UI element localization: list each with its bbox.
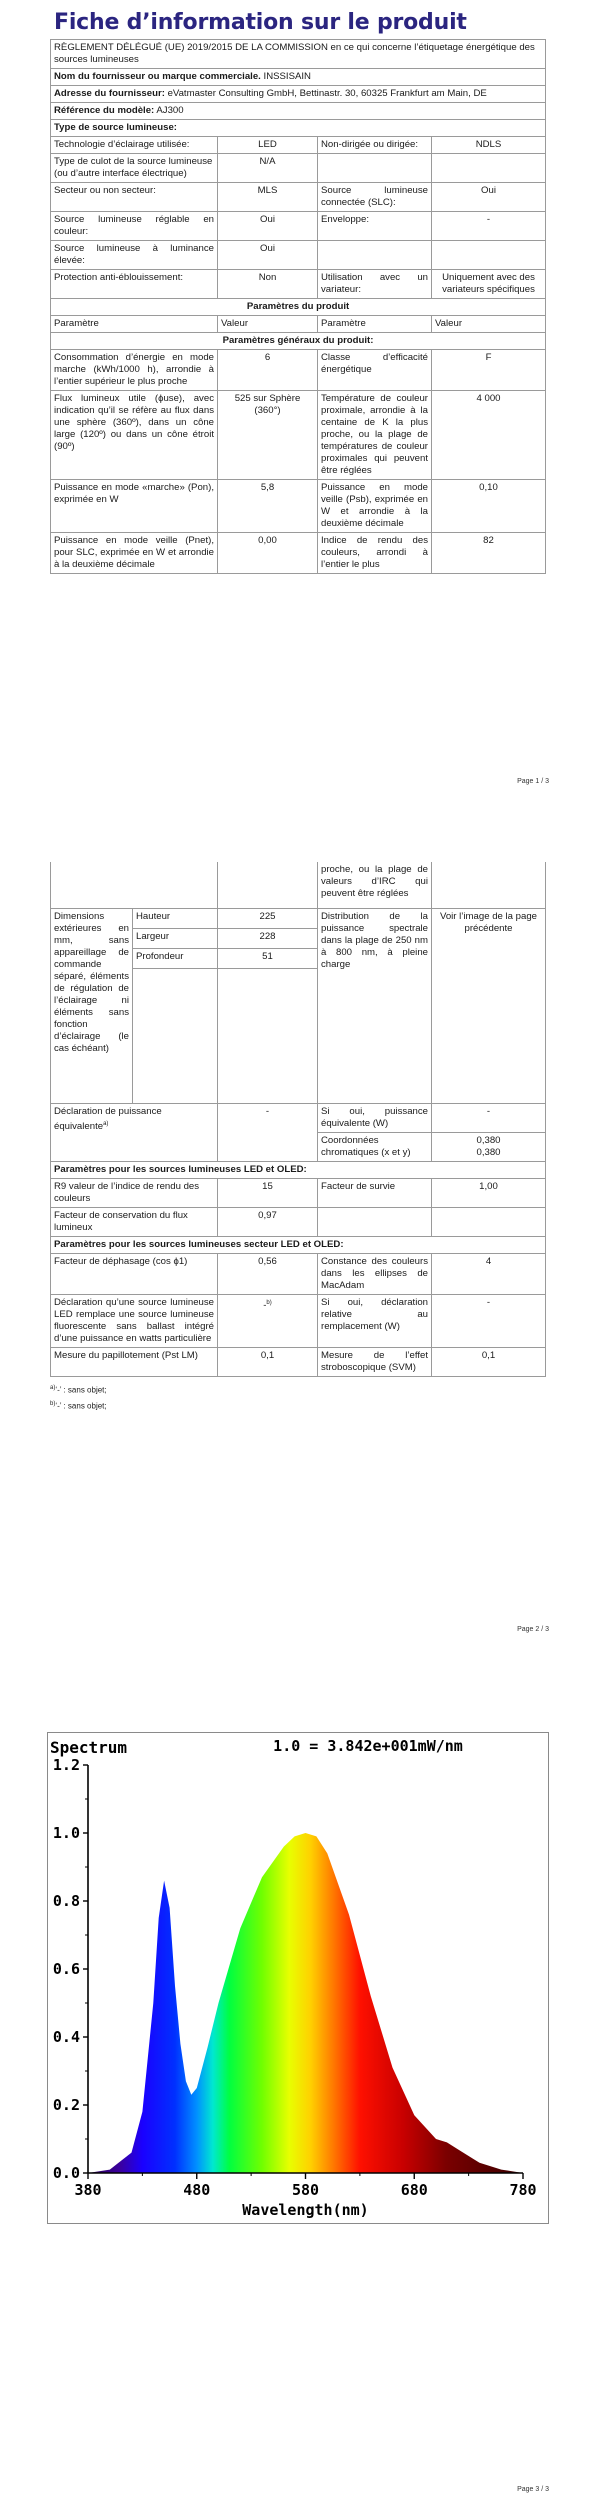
r9-label: R9 valeur de l’indice de rendu des couleurs bbox=[51, 1178, 218, 1207]
x-tick-label: 780 bbox=[509, 2181, 537, 2199]
light-source-type-heading: Type de source lumineuse: bbox=[51, 120, 546, 137]
y-tick-label: 0.4 bbox=[52, 2028, 80, 2046]
page-number-1: Page 1 / 3 bbox=[517, 778, 549, 785]
type-row bbox=[51, 154, 546, 183]
footnote-ref-a: a) bbox=[103, 1120, 109, 1127]
flicker-label: Mesure du papillotement (Pst LM) bbox=[51, 1347, 218, 1376]
type-param-label: Protection anti-éblouissement: bbox=[51, 270, 218, 299]
x-tick-label: 680 bbox=[400, 2181, 428, 2199]
flicker-value: 0,1 bbox=[218, 1347, 318, 1376]
y-tick-label: 1.2 bbox=[52, 1756, 80, 1774]
mains-led-oled-params-heading: Paramètres pour les sources lumineuses secteur LED et OLED: bbox=[51, 1236, 546, 1253]
page-3 bbox=[0, 1680, 591, 2510]
type-param-label: Secteur ou non secteur: bbox=[51, 183, 218, 212]
footnote-a bbox=[50, 1381, 545, 1398]
supplier-address-row bbox=[51, 86, 546, 103]
chromaticity-x: 0,380 bbox=[476, 1134, 501, 1146]
general-param-label-2: Puissance en mode veille (Psb), exprimée en W et arrondie à la deuxième décimale bbox=[318, 480, 432, 533]
type-row bbox=[51, 270, 546, 299]
empty-cell bbox=[218, 968, 318, 1103]
x-tick-label: 480 bbox=[183, 2181, 211, 2199]
general-param-label-2: Température de couleur proximale, arrondie à la centaine de K la plus proche, ou la plage de températures de couleur proximales qui peuvent être réglées bbox=[318, 391, 432, 480]
replacement-declaration-value bbox=[218, 1294, 318, 1347]
empty-cell bbox=[432, 862, 546, 908]
footnote-b bbox=[50, 1397, 545, 1414]
chromaticity-label: Coordonnées chromatiques (x et y) bbox=[318, 1132, 432, 1161]
y-tick-label: 1.0 bbox=[52, 1824, 80, 1842]
footnote-a-text: ‘-’ : sans objet; bbox=[55, 1385, 107, 1395]
general-param-label: Puissance en mode veille (Pnet), pour SLC, exprimée en W et arrondie à la deuxième décimale bbox=[51, 533, 218, 574]
type-param-label-2 bbox=[318, 154, 432, 183]
supplier-name-row bbox=[51, 69, 546, 86]
type-param-value-2: - bbox=[432, 212, 546, 241]
page-number-2: Page 2 / 3 bbox=[517, 1626, 549, 1633]
general-param-value: 6 bbox=[218, 350, 318, 391]
page-title: Fiche d’information sur le produit bbox=[54, 10, 467, 35]
general-param-row bbox=[51, 480, 546, 533]
lumen-maintenance-value: 0,97 bbox=[218, 1207, 318, 1236]
type-param-value-2 bbox=[432, 154, 546, 183]
empty-cell bbox=[51, 862, 218, 908]
y-tick-label: 0.6 bbox=[52, 1960, 80, 1978]
general-param-value-2: 4 000 bbox=[432, 391, 546, 480]
r9-value: 15 bbox=[218, 1178, 318, 1207]
header-param-1: Paramètre bbox=[51, 316, 218, 333]
model-label: Référence du modèle: bbox=[54, 105, 155, 116]
general-param-row bbox=[51, 350, 546, 391]
irc-label-continued: proche, ou la plage de valeurs d’IRC qui peuvent être réglées bbox=[318, 862, 432, 908]
page-2 bbox=[0, 800, 591, 1680]
page-number-3: Page 3 / 3 bbox=[517, 2486, 549, 2493]
spectral-distribution-value: Voir l’image de la page précédente bbox=[432, 908, 546, 1103]
general-param-value-2: 0,10 bbox=[432, 480, 546, 533]
footnotes bbox=[50, 1381, 545, 1414]
spectrum-chart bbox=[47, 1732, 549, 2224]
chart-title: Spectrum bbox=[50, 1738, 128, 1757]
type-param-value-2: NDLS bbox=[432, 137, 546, 154]
page-1 bbox=[0, 0, 591, 800]
width-label: Largeur bbox=[133, 928, 218, 948]
dimensions-label: Dimensions extérieures en mm, sans appareillage de commande séparé, éléments de régulation de l’éclairage ni éléments sans fonction d’éclairage (le cas échéant) bbox=[51, 908, 133, 1103]
general-rows bbox=[51, 350, 546, 574]
empty-cell bbox=[218, 862, 318, 908]
replacement-declaration-text: - bbox=[263, 1299, 267, 1311]
led-oled-params-heading: Paramètres pour les sources lumineuses LED et OLED: bbox=[51, 1161, 546, 1178]
general-param-value: 525 sur Sphère (360°) bbox=[218, 391, 318, 480]
width-value: 228 bbox=[218, 928, 318, 948]
general-param-value-2: 82 bbox=[432, 533, 546, 574]
type-param-label-2: Source lumineuse connectée (SLC): bbox=[318, 183, 432, 212]
type-rows bbox=[51, 137, 546, 299]
product-params-heading: Paramètres du produit bbox=[51, 299, 546, 316]
y-tick-label: 0.8 bbox=[52, 1892, 80, 1910]
general-param-value: 0,00 bbox=[218, 533, 318, 574]
footnote-b-mark: b) bbox=[50, 1401, 56, 1408]
type-param-value: MLS bbox=[218, 183, 318, 212]
general-param-label-2: Indice de rendu des couleurs, arrondi à l’entier le plus bbox=[318, 533, 432, 574]
header-value-1: Valeur bbox=[218, 316, 318, 333]
type-param-value-2 bbox=[432, 241, 546, 270]
equivalent-power-declaration-label bbox=[51, 1103, 218, 1161]
general-param-value: 5,8 bbox=[218, 480, 318, 533]
general-param-value-2: F bbox=[432, 350, 546, 391]
type-param-value: Oui bbox=[218, 212, 318, 241]
product-info-table-continued bbox=[50, 862, 546, 1377]
product-info-table bbox=[50, 39, 546, 574]
type-param-label-2: Enveloppe: bbox=[318, 212, 432, 241]
depth-label: Profondeur bbox=[133, 948, 218, 968]
depth-value: 51 bbox=[218, 948, 318, 968]
stroboscopic-value: 0,1 bbox=[432, 1347, 546, 1376]
product-info-sheet-continued bbox=[50, 862, 545, 1414]
supplier-address-label: Adresse du fournisseur: bbox=[54, 88, 165, 99]
type-param-value: N/A bbox=[218, 154, 318, 183]
equivalent-power-value: - bbox=[432, 1103, 546, 1132]
type-param-value-2: Uniquement avec des variateurs spécifiques bbox=[432, 270, 546, 299]
type-row bbox=[51, 212, 546, 241]
type-row bbox=[51, 183, 546, 212]
model-value: AJ300 bbox=[156, 105, 184, 116]
type-param-label-2: Utilisation avec un variateur: bbox=[318, 270, 432, 299]
type-param-label: Type de culot de la source lumineuse (ou d’autre interface électrique) bbox=[51, 154, 218, 183]
survival-factor-label: Facteur de survie bbox=[318, 1178, 432, 1207]
type-param-value: Non bbox=[218, 270, 318, 299]
type-param-label: Technologie d’éclairage utilisée: bbox=[51, 137, 218, 154]
macadam-label: Constance des couleurs dans les ellipses de MacAdam bbox=[318, 1253, 432, 1294]
model-row bbox=[51, 103, 546, 120]
chromaticity-y: 0,380 bbox=[476, 1146, 501, 1158]
supplier-address-value: eVatmaster Consulting GmbH, Bettinastr. 30, 60325 Frankfurt am Main, DE bbox=[167, 88, 487, 99]
replacement-declaration-label: Déclaration qu’une source lumineuse LED remplace une source lumineuse fluorescente sans ballast intégré d’une puissance en watts particulière bbox=[51, 1294, 218, 1347]
empty-cell bbox=[318, 1207, 432, 1236]
empty-cell bbox=[133, 968, 218, 1103]
chart-layer bbox=[50, 1737, 537, 2219]
type-row bbox=[51, 241, 546, 270]
type-param-label-2: Non-dirigée ou dirigée: bbox=[318, 137, 432, 154]
spectrum-chart-svg bbox=[48, 1733, 548, 2223]
supplier-name-label: Nom du fournisseur ou marque commerciale. bbox=[54, 71, 261, 82]
type-param-value: Oui bbox=[218, 241, 318, 270]
spectral-distribution-label: Distribution de la puissance spectrale dans la plage de 250 nm à 800 nm, à pleine charge bbox=[318, 908, 432, 1103]
type-param-label: Source lumineuse à luminance élevée: bbox=[51, 241, 218, 270]
type-param-label-2 bbox=[318, 241, 432, 270]
general-params-heading: Paramètres généraux du produit: bbox=[51, 333, 546, 350]
x-axis-label: Wavelength(nm) bbox=[242, 2201, 369, 2219]
spectrum-area bbox=[88, 1833, 523, 2173]
displacement-factor-value: 0,56 bbox=[218, 1253, 318, 1294]
x-tick-label: 580 bbox=[291, 2181, 320, 2199]
supplier-name-value: INSSISAIN bbox=[263, 71, 311, 82]
replacement-watt-value: - bbox=[432, 1294, 546, 1347]
general-param-label: Flux lumineux utile (ϕuse), avec indication qu’il se réfère au flux dans une sphère (360º), dans un cône large (120º) ou dans un cône étroit (90º) bbox=[51, 391, 218, 480]
displacement-factor-label: Facteur de déphasage (cos ϕ1) bbox=[51, 1253, 218, 1294]
stroboscopic-label: Mesure de l’effet stroboscopique (SVM) bbox=[318, 1347, 432, 1376]
x-tick-label: 380 bbox=[74, 2181, 102, 2199]
general-param-row bbox=[51, 391, 546, 480]
type-param-label: Source lumineuse réglable en couleur: bbox=[51, 212, 218, 241]
chart-annotation: 1.0 = 3.842e+001mW/nm bbox=[273, 1737, 463, 1755]
type-param-value: LED bbox=[218, 137, 318, 154]
general-param-row bbox=[51, 533, 546, 574]
header-value-2: Valeur bbox=[432, 316, 546, 333]
footnote-b-text: ‘-’ : sans objet; bbox=[55, 1401, 107, 1411]
type-row bbox=[51, 137, 546, 154]
height-value: 225 bbox=[218, 908, 318, 928]
product-info-sheet bbox=[50, 0, 545, 574]
survival-factor-value: 1,00 bbox=[432, 1178, 546, 1207]
replacement-watt-label: Si oui, déclaration relative au remplacement (W) bbox=[318, 1294, 432, 1347]
macadam-value: 4 bbox=[432, 1253, 546, 1294]
y-tick-label: 0.0 bbox=[52, 2164, 80, 2182]
type-param-value-2: Oui bbox=[432, 183, 546, 212]
y-tick-label: 0.2 bbox=[52, 2096, 80, 2114]
regulation-text: RÈGLEMENT DÉLÉGUÉ (UE) 2019/2015 DE LA COMMISSION en ce qui concerne l’étiquetage énergétique des sources lumineuses bbox=[51, 40, 546, 69]
general-param-label: Puissance en mode «marche» (Pon), exprimée en W bbox=[51, 480, 218, 533]
equivalent-power-declaration-text: Déclaration de puissance équivalente bbox=[54, 1105, 162, 1132]
footnote-a-mark: a) bbox=[50, 1384, 56, 1391]
equivalent-power-label: Si oui, puissance équivalente (W) bbox=[318, 1103, 432, 1132]
equivalent-power-declaration-value: - bbox=[218, 1103, 318, 1161]
empty-cell bbox=[432, 1207, 546, 1236]
general-param-label: Consommation d’énergie en mode marche (kWh/1000 h), arrondie à l’entier supérieur le plus proche bbox=[51, 350, 218, 391]
lumen-maintenance-label: Facteur de conservation du flux lumineux bbox=[51, 1207, 218, 1236]
header-param-2: Paramètre bbox=[318, 316, 432, 333]
general-param-label-2: Classe d’efficacité énergétique bbox=[318, 350, 432, 391]
footnote-ref-b: b) bbox=[266, 1299, 272, 1306]
chromaticity-values bbox=[432, 1132, 546, 1161]
height-label: Hauteur bbox=[133, 908, 218, 928]
